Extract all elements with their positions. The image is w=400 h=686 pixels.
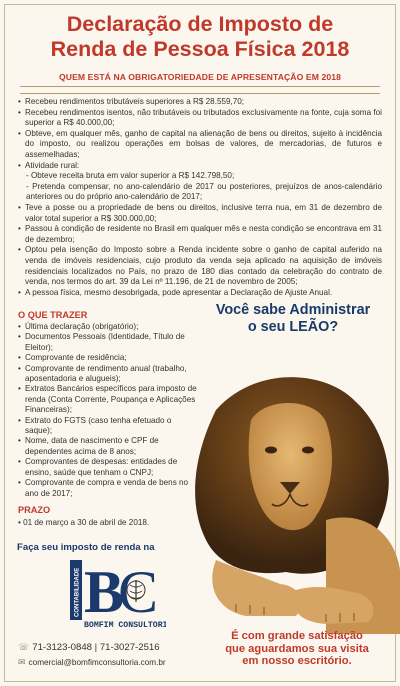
lion-illustration bbox=[176, 340, 400, 634]
list-item: • Comprovante de residência; bbox=[18, 353, 198, 363]
phone-icon: ☏ bbox=[18, 642, 30, 652]
list-item: • Extrato do FGTS (caso tenha efetuado o saque); bbox=[18, 416, 198, 437]
faca-seu-imposto: Faça seu imposto de renda na bbox=[17, 542, 155, 553]
atividade-rural-item: - Obteve receita bruta em valor superior a R$ 142.798,50; bbox=[26, 171, 235, 181]
lion-eye-right bbox=[302, 447, 314, 454]
divider-bottom bbox=[20, 93, 380, 94]
page-title bbox=[0, 12, 400, 62]
email-address: comercial@bomfimconsultoria.com.br bbox=[28, 658, 166, 667]
list-item: • Comprovante de rendimento anual (trabalho, aposentadoria e alugueis); bbox=[18, 364, 198, 385]
obrigatoriedade-list bbox=[18, 97, 382, 298]
bc-logo-graphic bbox=[66, 556, 166, 632]
email-line bbox=[18, 657, 166, 668]
list-item: • Última declaração (obrigatório); bbox=[18, 322, 198, 332]
prazo-date: 01 de março a 30 de abril de 2018. bbox=[23, 518, 150, 527]
o-que-trazer-list bbox=[18, 322, 198, 499]
leao-callout bbox=[196, 302, 390, 336]
list-item: • Passou à condição de residente no Brasil em qualquer mês e nesta condição se encontrava em 31 de dezembro; bbox=[18, 224, 382, 245]
leao-line-2: o seu LEÃO? bbox=[247, 319, 339, 335]
list-item: • Documentos Pessoais (Identidade, Título de Eleitor); bbox=[18, 332, 198, 353]
title-line-1: Declaração de Imposto de bbox=[66, 12, 334, 36]
logo-letter-c: C bbox=[118, 559, 159, 625]
obrigatoriedade-heading: QUEM ESTÁ NA OBRIGATORIEDADE DE APRESENTAÇÃO EM 2018 bbox=[59, 72, 341, 82]
bc-logo bbox=[66, 556, 166, 632]
logo-vertical-text: CONTABILIDADE bbox=[74, 567, 81, 617]
satisfacao-line-2: que aguardamos sua visita bbox=[225, 642, 369, 655]
logo-letter-b: B bbox=[84, 559, 125, 625]
title-line-2: Renda de Pessoa Física 2018 bbox=[50, 37, 350, 61]
list-item: • Extratos Bancários específicos para imposto de renda (Conta Corrente, Poupança e Aplicações Financeiras); bbox=[18, 384, 198, 415]
satisfacao-line-3: em nosso escritório. bbox=[242, 655, 352, 668]
list-item: • A pessoa física, mesmo desobrigada, pode apresentar a Declaração de Ajuste Anual. bbox=[18, 288, 382, 299]
phone-numbers: 71-3123-0848 | 71-3027-2516 bbox=[32, 642, 160, 653]
envelope-icon: ✉ bbox=[18, 657, 26, 667]
list-item: • Recebeu rendimentos isentos, não tributáveis ou tributados exclusivamente na fonte, cuja soma foi superior a R$ 40.000,00; bbox=[18, 108, 382, 129]
list-item: • Nome, data de nascimento e CPF de dependentes acima de 8 anos; bbox=[18, 436, 198, 457]
lion-eye-left bbox=[265, 447, 277, 454]
satisfacao-message bbox=[196, 630, 398, 668]
prazo-heading: PRAZO bbox=[18, 505, 51, 515]
list-item: • Teve a posse ou a propriedade de bens ou direitos, inclusive terra nua, em 31 de dezembro de valor total superior a R$ 300.000,00; bbox=[18, 203, 382, 224]
lion-graphic bbox=[176, 340, 400, 634]
o-que-trazer-heading: O QUE TRAZER bbox=[18, 310, 88, 320]
satisfacao-line-1: É com grande satisfação bbox=[231, 630, 363, 642]
list-item: • Obteve, em qualquer mês, ganho de capital na alienação de bens ou direitos, sujeito à incidência do imposto, ou realizou operações em bolsas de valores, de mercadorias, de futuros e assemelhadas; bbox=[18, 129, 382, 161]
prazo-text: • 01 de março a 30 de abril de 2018. bbox=[18, 518, 150, 527]
phones-line bbox=[18, 642, 160, 653]
list-item: • Comprovante de compra e venda de bens no ano de 2017; bbox=[18, 478, 198, 499]
list-item: • Optou pela isenção do Imposto sobre a Renda incidente sobre o ganho de capital auferido na venda de imóveis residenciais, cujo produto da venda seja aplicado na aquisição de imóveis residenciais localizados no País, no prazo de 180 dias contado da celebração do contrato de venda, nos termos do art. 39 da Lei nº 11.196, de 21 de novembro de 2005; bbox=[18, 245, 382, 287]
logo-company-name: BOMFIM CONSULTORIA bbox=[84, 621, 166, 630]
leao-line-1: Você sabe Administrar bbox=[215, 302, 371, 318]
list-item: • Comprovantes de despesas: entidades de ensino, saúde que tenham o CNPJ; bbox=[18, 457, 198, 478]
divider-top bbox=[20, 86, 380, 87]
atividade-rural-item: - Pretenda compensar, no ano-calendário de 2017 ou posteriores, prejuízos de anos-calendário anteriores ou do próprio ano-calendário de 2017; bbox=[26, 181, 382, 202]
list-item: • Atividade rural: bbox=[18, 161, 382, 172]
list-item: • Recebeu rendimentos tributáveis superiores a R$ 28.559,70; bbox=[18, 97, 382, 108]
